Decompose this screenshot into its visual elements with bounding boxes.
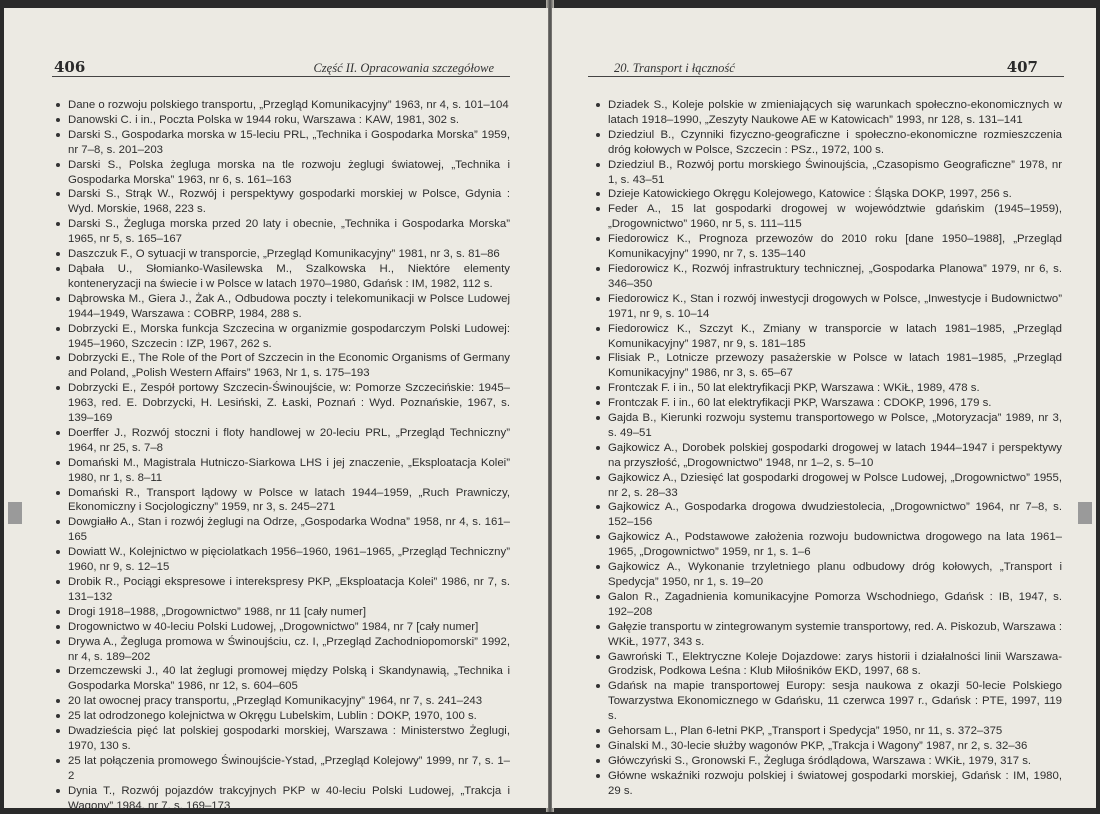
left-header-rule bbox=[52, 76, 510, 77]
bibliography-entry: Darski S., Strąk W., Rozwój i perspektywy gospodarki morskiej w Polsce, Gdynia : Wyd. Morskie, 1968, 223 s. bbox=[54, 187, 510, 217]
bibliography-entry: Dąbrowska M., Giera J., Żak A., Odbudowa poczty i telekomunikacji w Polsce Ludowej 1944–1949, Warszawa : COBRP, 1984, 288 s. bbox=[54, 292, 510, 322]
bibliography-entry: Dowiatt W., Kolejnictwo w pięciolatkach 1956–1960, 1961–1965, „Przegląd Techniczny” 1960, nr 9, s. 12–15 bbox=[54, 545, 510, 575]
bibliography-entry: Dobrzycki E., The Role of the Port of Szczecin in the Economic Organisms of Germany and Poland, „Polish Western Affairs” 1963, Nr 1, s. 175–193 bbox=[54, 351, 510, 381]
bibliography-entry: 25 lat połączenia promowego Świnoujście-Ystad, „Przegląd Kolejowy” 1999, nr 7, s. 1–2 bbox=[54, 754, 510, 784]
bibliography-entry: Danowski C. i in., Poczta Polska w 1944 roku, Warszawa : KAW, 1981, 302 s. bbox=[54, 113, 510, 128]
bibliography-entry: Domański M., Magistrala Hutniczo-Siarkowa LHS i jej znaczenie, „Eksploatacja Kolei” 1980, nr 1, s. 8–11 bbox=[54, 456, 510, 486]
bibliography-entry: Gajkowicz A., Dziesięć lat gospodarki drogowej w Polsce Ludowej, „Drogownictwo” 1955, nr 2, s. 28–33 bbox=[594, 471, 1062, 501]
bibliography-entry: Doerffer J., Rozwój stoczni i floty handlowej w 20-leciu PRL, „Przegląd Techniczny” 1964, nr 25, s. 7–8 bbox=[54, 426, 510, 456]
left-running-title: Część II. Opracowania szczegółowe bbox=[313, 61, 494, 75]
left-bibliography-list bbox=[54, 98, 510, 814]
bibliography-entry: Dobrzycki E., Morska funkcja Szczecina w organizmie gospodarczym Polski Ludowej: 1945–1960, Szczecin : IZP, 1967, 262 s. bbox=[54, 322, 510, 352]
bibliography-entry: Dąbała U., Słomianko-Wasilewska M., Szalkowska H., Niektóre elementy konteneryzacji na świecie i w Polsce w latach 1970–1980, Gdańsk : IM, 1982, 112 s. bbox=[54, 262, 510, 292]
bibliography-entry: Gajkowicz A., Wykonanie trzyletniego planu odbudowy dróg kołowych, „Transport i Spedycja” 1950, nr 1, s. 19–20 bbox=[594, 560, 1062, 590]
bibliography-entry: Drogi 1918–1988, „Drogownictwo” 1988, nr 11 [cały numer] bbox=[54, 605, 510, 620]
right-bibliography-list bbox=[594, 98, 1062, 799]
bibliography-entry: Gehorsam L., Plan 6-letni PKP, „Transport i Spedycja” 1950, nr 11, s. 372–375 bbox=[594, 724, 1062, 739]
right-page bbox=[552, 8, 1096, 808]
left-page bbox=[4, 8, 548, 812]
bibliography-entry: Dziedziul B., Rozwój portu morskiego Świnoujścia, „Czasopismo Geograficzne” 1978, nr 1, s. 43–51 bbox=[594, 158, 1062, 188]
bibliography-entry: Domański R., Transport lądowy w Polsce w latach 1944–1959, „Ruch Prawniczy, Ekonomiczny i Socjologiczny” 1959, nr 3, s. 245–271 bbox=[54, 486, 510, 516]
bibliography-entry: Flisiak P., Lotnicze przewozy pasażerskie w Polsce w latach 1981–1985, „Przegląd Komunikacyjny” 1986, nr 3, s. 65–67 bbox=[594, 351, 1062, 381]
bibliography-entry: Feder A., 15 lat gospodarki drogowej w województwie gdańskim (1945–1959), „Drogownictwo” 1960, nr 5, s. 111–115 bbox=[594, 202, 1062, 232]
right-running-title: 20. Transport i łączność bbox=[614, 61, 735, 75]
right-edge-marker bbox=[1078, 502, 1092, 524]
bibliography-entry: Drywa A., Żegluga promowa w Świnoujściu, cz. I, „Przegląd Zachodniopomorski” 1992, nr 4, s. 189–202 bbox=[54, 635, 510, 665]
bibliography-entry: Drobik R., Pociągi ekspresowe i interekspresy PKP, „Eksploatacja Kolei” 1986, nr 7, s. 131–132 bbox=[54, 575, 510, 605]
bibliography-entry: Darski S., Polska żegluga morska na tle rozwoju żeglugi światowej, „Technika i Gospodarka Morska” 1963, nr 6, s. 161–163 bbox=[54, 158, 510, 188]
bibliography-entry: Frontczak F. i in., 50 lat elektryfikacji PKP, Warszawa : WKiŁ, 1989, 478 s. bbox=[594, 381, 1062, 396]
bibliography-entry: Gajkowicz A., Podstawowe założenia rozwoju budownictwa drogowego na lata 1961–1965, „Drogownictwo” 1959, nr 1, s. 1–6 bbox=[594, 530, 1062, 560]
bibliography-entry: Drogownictwo w 40-leciu Polski Ludowej, „Drogownictwo” 1984, nr 7 [cały numer] bbox=[54, 620, 510, 635]
bibliography-entry: Gdańsk na mapie transportowej Europy: sesja naukowa z okazji 50-lecie Polskiego Towarzystwa Ekonomicznego w Gdańsku, 11 czerwca 1997 r., Gdańsk : PTE, 1997, 119 s. bbox=[594, 679, 1062, 724]
bibliography-entry: Darski S., Żegluga morska przed 20 laty i obecnie, „Technika i Gospodarka Morska” 1965, nr 5, s. 165–167 bbox=[54, 217, 510, 247]
bibliography-entry: Galon R., Zagadnienia komunikacyjne Pomorza Wschodniego, Gdańsk : IB, 1947, s. 192–208 bbox=[594, 590, 1062, 620]
bibliography-entry: Fiedorowicz K., Prognoza przewozów do 2010 roku [dane 1950–1988], „Przegląd Komunikacyjny” 1990, nr 7, s. 135–140 bbox=[594, 232, 1062, 262]
bibliography-entry: Dziadek S., Koleje polskie w zmieniających się warunkach społeczno-ekonomicznych w latach 1918–1990, „Zeszyty Naukowe AE w Katowicach” 1993, nr 128, s. 131–141 bbox=[594, 98, 1062, 128]
bibliography-entry: Fiedorowicz K., Rozwój infrastruktury technicznej, „Gospodarka Planowa” 1979, nr 6, s. 346–350 bbox=[594, 262, 1062, 292]
bibliography-entry: Dzieje Katowickiego Okręgu Kolejowego, Katowice : Śląska DOKP, 1997, 256 s. bbox=[594, 187, 1062, 202]
bibliography-entry: Ginalski M., 30-lecie służby wagonów PKP, „Trakcja i Wagony” 1987, nr 2, s. 32–36 bbox=[594, 739, 1062, 754]
bibliography-entry: Gałęzie transportu w zintegrowanym systemie transportowy, red. A. Piskozub, Warszawa : WKiŁ, 1977, 343 s. bbox=[594, 620, 1062, 650]
bibliography-entry: Dziedziul B., Czynniki fizyczno-geograficzne i społeczno-ekonomiczne rozmieszczenia dróg kołowych w Polsce, Szczecin : PSz., 1972, 100 s. bbox=[594, 128, 1062, 158]
left-page-number: 406 bbox=[54, 58, 86, 76]
bibliography-entry: Dwadzieścia pięć lat polskiej gospodarki morskiej, Warszawa : Ministerstwo Żeglugi, 1970, 130 s. bbox=[54, 724, 510, 754]
bibliography-entry: Dane o rozwoju polskiego transportu, „Przegląd Komunikacyjny” 1963, nr 4, s. 101–104 bbox=[54, 98, 510, 113]
bibliography-entry: Dynia T., Rozwój pojazdów trakcyjnych PKP w 40-leciu Polski Ludowej, „Trakcja i Wagony” 1984, nr 7, s. 169–173 bbox=[54, 784, 510, 814]
bibliography-entry: 20 lat owocnej pracy transportu, „Przegląd Komunikacyjny” 1964, nr 7, s. 241–243 bbox=[54, 694, 510, 709]
bibliography-entry: Dowgiałło A., Stan i rozwój żeglugi na Odrze, „Gospodarka Wodna” 1958, nr 4, s. 161–165 bbox=[54, 515, 510, 545]
right-page-number: 407 bbox=[1006, 58, 1038, 76]
bibliography-entry: Gajda B., Kierunki rozwoju systemu transportowego w Polsce, „Motoryzacja” 1989, nr 3, s. 49–51 bbox=[594, 411, 1062, 441]
bibliography-entry: Fiedorowicz K., Stan i rozwój inwestycji drogowych w Polsce, „Inwestycje i Budownictwo” 1971, nr 9, s. 10–14 bbox=[594, 292, 1062, 322]
bibliography-entry: Dobrzycki E., Zespół portowy Szczecin-Świnoujście, w: Pomorze Szczecińskie: 1945–1963, red. E. Dobrzycki, H. Lesiński, Z. Łaski, Poznań : Wyd. Poznańskie, 1967, s. 139–169 bbox=[54, 381, 510, 426]
bibliography-entry: Główczyński S., Gronowski F., Żegluga śródlądowa, Warszawa : WKiŁ, 1979, 317 s. bbox=[594, 754, 1062, 769]
bibliography-entry: Gawroński T., Elektryczne Koleje Dojazdowe: zarys historii i działalności linii Warszawa-Grodzisk, Podkowa Leśna : Klub Miłośników EKD, 1997, 68 s. bbox=[594, 650, 1062, 680]
bibliography-entry: Drzemczewski J., 40 lat żeglugi promowej między Polską i Skandynawią, „Technika i Gospodarka Morska” 1986, nr 12, s. 604–605 bbox=[54, 664, 510, 694]
bibliography-entry: Daszczuk F., O sytuacji w transporcie, „Przegląd Komunikacyjny” 1981, nr 3, s. 81–86 bbox=[54, 247, 510, 262]
left-edge-marker bbox=[8, 502, 22, 524]
bibliography-entry: 25 lat odrodzonego kolejnictwa w Okręgu Lubelskim, Lublin : DOKP, 1970, 100 s. bbox=[54, 709, 510, 724]
bibliography-entry: Fiedorowicz K., Szczyt K., Zmiany w transporcie w latach 1981–1985, „Przegląd Komunikacyjny” 1987, nr 9, s. 181–185 bbox=[594, 322, 1062, 352]
bibliography-entry: Gajkowicz A., Dorobek polskiej gospodarki drogowej w latach 1944–1947 i perspektywy na przyszłość, „Drogownictwo” 1948, nr 1–2, s. 5–10 bbox=[594, 441, 1062, 471]
right-header-rule bbox=[588, 76, 1064, 77]
bibliography-entry: Gajkowicz A., Gospodarka drogowa dwudziestolecia, „Drogownictwo” 1964, nr 7–8, s. 152–156 bbox=[594, 500, 1062, 530]
bibliography-entry: Główne wskaźniki rozwoju polskiej i światowej gospodarki morskiej, Gdańsk : IM, 1980, 29 s. bbox=[594, 769, 1062, 799]
bibliography-entry: Frontczak F. i in., 60 lat elektryfikacji PKP, Warszawa : CDOKP, 1996, 179 s. bbox=[594, 396, 1062, 411]
bibliography-entry: Darski S., Gospodarka morska w 15-leciu PRL, „Technika i Gospodarka Morska” 1959, nr 7–8, s. 201–203 bbox=[54, 128, 510, 158]
